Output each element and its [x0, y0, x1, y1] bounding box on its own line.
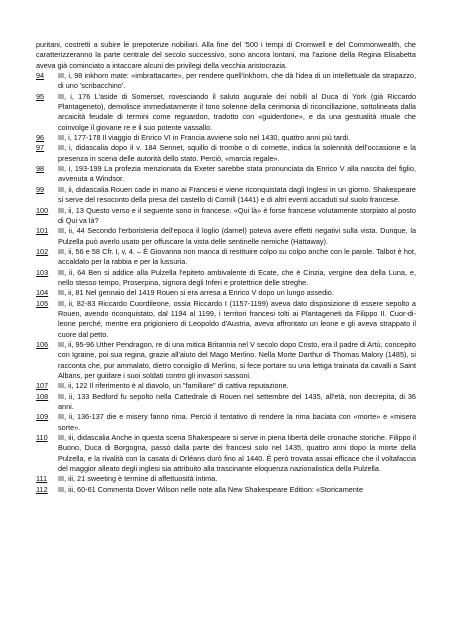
footnote-text: III, ii, 122 Il riferimento è al diavolo, un "familiare" di cattiva reputazione.	[58, 381, 289, 391]
footnote-item	[36, 92, 416, 133]
footnote-number-link[interactable]: 104	[36, 288, 49, 298]
footnote-item	[36, 185, 416, 206]
footnote-text: III, i, 98 inkhorn mate: «imbrattacarte», per rendere quell'inkhorn, che dà l'idea di un intellettuale da strapazzo, di uno 'scribacchino'.	[58, 71, 416, 91]
footnote-text: III, iii, 60-61 Commenta Dover Wilson nelle note alla New Shakespeare Edition: «Storicamente	[58, 484, 363, 494]
footnote-number-link[interactable]: 95	[36, 91, 45, 101]
footnote-number-link[interactable]: 98	[36, 164, 45, 174]
footnote-number-link[interactable]: 106	[36, 339, 49, 349]
footnote-text: III, ii, 82-83 Riccardo Cuordileone, ossia Riccardo I (1157-1199) aveva dato disposizione di essere sepolto a Rouen, avendo riconquistato, dal 1194 al 1199, i territori francesi tolti ai Plantageneti da Filippo II. Cuor-di-leone perché, mentre era prigioniero di Leopoldo d'Austria, aveva affrontato un leone e gli aveva strappato il cuore dal petto.	[58, 298, 416, 339]
footnote-item	[36, 485, 416, 495]
footnote-text: III, ii, 64 Ben si addice alla Pulzella l'epiteto ambivalente di Ecate, che è Cinzia, vergine dea della Luna, e, nello stesso tempo, Proserpina, signora degli Inferi e protettrice delle streghe.	[58, 267, 416, 287]
footnote-item	[36, 247, 416, 268]
footnote-number-link[interactable]: 110	[36, 433, 48, 443]
footnote-number-link[interactable]: 111	[36, 474, 48, 484]
footnote-item	[36, 268, 416, 289]
footnote-number-link[interactable]: 99	[36, 184, 45, 194]
footnote-item	[36, 474, 416, 484]
footnote-number-link[interactable]: 109	[36, 412, 49, 422]
footnote-item	[36, 206, 416, 227]
footnote-number-link[interactable]: 112	[36, 484, 48, 494]
footnote-number-link[interactable]: 100	[36, 205, 49, 215]
footnotes-list	[36, 71, 416, 495]
footnote-item	[36, 288, 416, 298]
footnote-item	[36, 433, 416, 474]
footnote-text: III, iii, 21 sweeting è termine di affettuosità intima.	[58, 474, 218, 484]
footnote-text: III, iii, didascalia Anche in questa scena Shakespeare si serve in piena libertà delle cronache storiche. Filippo il Buono, Duca di Borgogna, passò dalla parte dei francesi solo nel 1435, quattro anni dopo la morte della Pulzella, e la rivalità con la casata di Orléans durò fino al 1440. È però trovata assai efficace che il voltafaccia del maggior alleato degli inglesi sia attribuito alla trascinante eloquenza nazionalistica della Pulzella.	[58, 433, 416, 474]
footnote-text: III, ii, 133 Bedford fu sepolto nella Cattedrale di Rouen nel settembre del 1435, all'età, non decrepita, di 36 anni.	[58, 391, 416, 412]
footnote-item	[36, 226, 416, 247]
footnote-number-link[interactable]: 101	[36, 226, 49, 236]
footnote-text: III, i, 176 L'aside di Somerset, rovesciando il saluto augurale dei nobili al Duca di York (già Riccardo Plantageneto), demolisce immediatamente il tono solenne della cerimonia di riconciliazione, sottolineata dalla arcaicità feudale di termini come reguardon, tradotto con «guiderdone», e da una gestualità rituale che coinvolge il giovane re e il suo potente vassallo.	[58, 91, 416, 132]
footnote-item	[36, 412, 416, 433]
footnote-text: III, ii, 56 e 58 Cfr. I, v, 4. – È Giovanna non manca di restituire colpo su colpo anche con le parole. Talbot è hot, accaldato per la rabbia e per la lussuria.	[58, 246, 416, 267]
footnote-item	[36, 164, 416, 185]
footnote-number-link[interactable]: 97	[36, 143, 45, 153]
footnote-item	[36, 392, 416, 413]
footnote-text: III, ii, didascalia Rouen cade in mano ai Francesi e viene riconquistata dagli Inglesi in un giorno. Shakespeare si serve del resoconto della presa del castello di Cornill (1441) e di altri eventi accaduti sul suolo francese.	[58, 184, 416, 205]
footnote-number-link[interactable]: 108	[36, 391, 49, 401]
footnote-text: III, ii, 81 Nel gennaio del 1419 Rouen si era arresa a Enrico V dopo un lungo assedio.	[58, 288, 334, 298]
footnote-number-link[interactable]: 96	[36, 133, 45, 143]
footnote-item	[36, 299, 416, 340]
footnote-item	[36, 71, 416, 92]
footnote-text: III, ii, 136-137 die e misery fanno rima. Perciò il tentativo di rendere la rima baciata con «morte» e «misera sorte».	[58, 412, 416, 432]
footnote-item	[36, 340, 416, 381]
footnote-item	[36, 381, 416, 391]
footnote-text: III, i, 177-178 Il viaggio di Enrico VI in Francia avviene solo nel 1430, quattro anni più tardi.	[58, 133, 351, 143]
footnote-number-link[interactable]: 105	[36, 298, 49, 308]
footnote-text: III, ii, 13 Questo verso e il seguente sono in francese. «Qui là» è forse francese volutamente storpiato al posto di Qui va là?	[58, 205, 416, 225]
footnote-text: III, i, didascalia dopo il v. 184 Sennet, squillo di trombe o di cornette, indica la solennità dell'occasione e la presenza in scena delle autorità dello stato. Perciò, «marcia regale».	[58, 143, 416, 163]
footnote-number-link[interactable]: 107	[36, 381, 49, 391]
footnote-item	[36, 133, 416, 143]
footnote-text: III, ii, 95-96 Uther Pendragon, re di una mitica Britannia nel V secolo dopo Cristo, era il padre di Artù, concepito con Igraine, poi sua regina, grazie all'aiuto del Mago Merlino. Nella Morte Darthur di Thomas Malory (1485), si racconta che, pur ammalato, dietro consiglio di Merlino, si fece portare su una lettiga trainata da cavalli a Saint Albans, per guidare i suoi soldati contro gli invasori sassoni.	[58, 339, 416, 380]
footnote-number-link[interactable]: 102	[36, 246, 49, 256]
footnote-text: III, ii, 44 Secondo l'erboristeria dell'epoca il loglio (darnel) poteva avere effetti negativi sulla vista. Dunque, la Pulzella può averlo usato per offuscare la vista delle sentinelle nemiche (Hattaway).	[58, 226, 416, 246]
footnote-number-link[interactable]: 94	[36, 71, 45, 81]
footnote-item	[36, 143, 416, 164]
intro-paragraph: puritani, costretti a subire le prepotenze nobiliari. Alla fine del '500 i tempi di Cromwell e del Commonwealth, che caratterizzeranno la parte centrale del secolo successivo, sono ancora lontani, ma l'azione della Regina Elisabetta aveva già cominciato a intaccare alcuni dei privilegi della vecchia aristocrazia.	[36, 40, 416, 70]
footnote-text: III, i, 193-199 La profezia menzionata da Exeter sarebbe stata pronunciata da Enrico V alla nascita del figlio, avvenuta a Windsor.	[58, 164, 416, 184]
footnote-number-link[interactable]: 103	[36, 267, 49, 277]
